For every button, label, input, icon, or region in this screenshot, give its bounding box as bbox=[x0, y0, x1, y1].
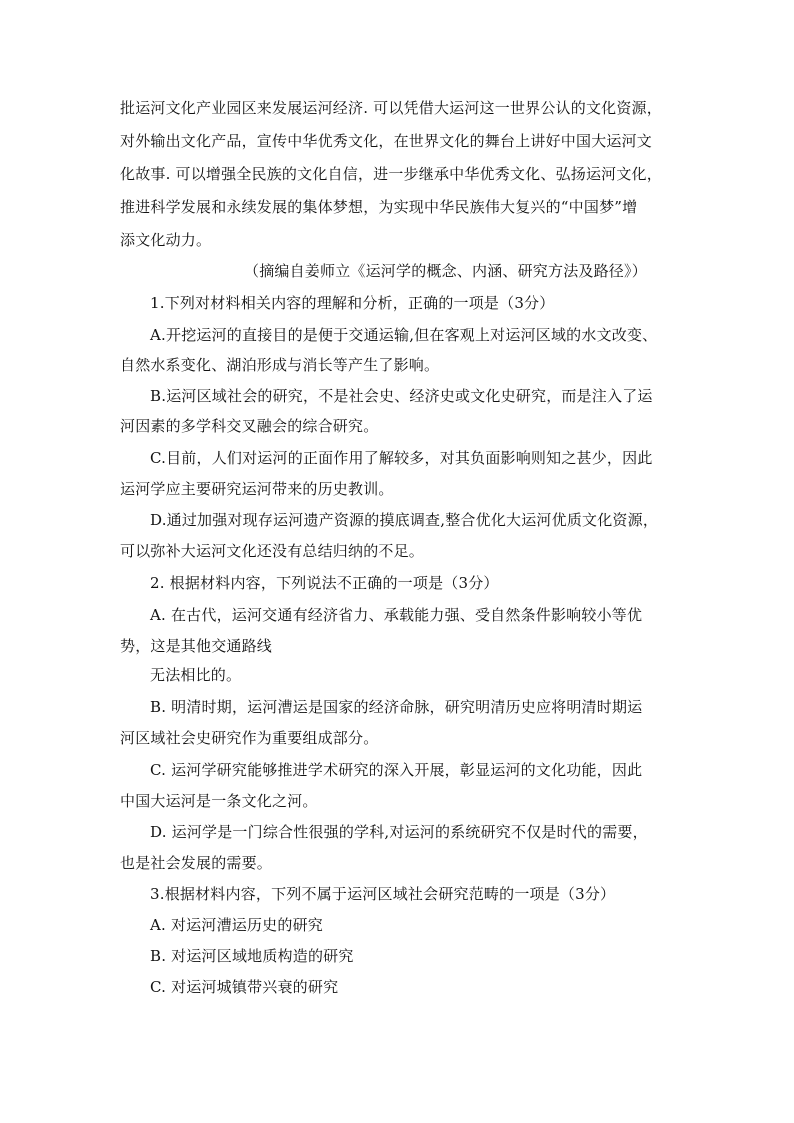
option-line: 无法相比的。 bbox=[150, 666, 242, 684]
option-line: 也是社会发展的需要。 bbox=[120, 854, 273, 872]
option-line: B. 明清时期，运河漕运是国家的经济命脉，研究明清历史应将明清时期运 bbox=[150, 698, 643, 716]
passage-line: 推进科学发展和永续发展的集体梦想，为实现中华民族伟大复兴的“中国梦”增 bbox=[120, 198, 638, 216]
option-line: A. 在古代，运河交通有经济省力、承载能力强、受自然条件影响较小等优 bbox=[150, 606, 643, 624]
option-line: 可以弥补大运河文化还没有总结归纳的不足。 bbox=[120, 542, 425, 560]
option-line: 运河学应主要研究运河带来的历史教训。 bbox=[120, 480, 394, 498]
option-line: C. 对运河城镇带兴衰的研究 bbox=[150, 978, 339, 996]
source-citation: （摘编自姜师立《运河学的概念、内涵、研究方法及路径》） bbox=[244, 262, 647, 280]
question-stem: 1.下列对材料相关内容的理解和分析，正确的一项是（3分） bbox=[150, 294, 555, 312]
option-line: B. 对运河区域地质构造的研究 bbox=[150, 947, 354, 965]
option-line: 河因素的多学科交叉融会的综合研究。 bbox=[120, 417, 379, 435]
question-stem: 3.根据材料内容，下列不属于运河区域社会研究范畴的一项是（3分） bbox=[150, 885, 616, 903]
option-line: 中国大运河是一条文化之河。 bbox=[120, 792, 318, 810]
option-line: A.开挖运河的直接目的是便于交通运输,但在客观上对运河区域的水文改变、 bbox=[150, 326, 658, 344]
option-line: 势，这是其他交通路线 bbox=[120, 637, 273, 655]
passage-line: 批运河文化产业园区来发展运河经济. 可以凭借大运河这一世界公认的文化资源， bbox=[120, 99, 662, 117]
option-line: A. 对运河漕运历史的研究 bbox=[150, 916, 323, 934]
option-line: C.目前，人们对运河的正面作用了解较多，对其负面影响则知之甚少，因此 bbox=[150, 449, 653, 467]
option-line: D.通过加强对现存运河遗产资源的摸底调查,整合优化大运河优质文化资源， bbox=[150, 511, 659, 529]
passage-line: 添文化动力。 bbox=[120, 231, 212, 249]
option-line: D. 运河学是一门综合性很强的学科,对运河的系统研究不仅是时代的需要， bbox=[150, 823, 648, 841]
option-line: 自然水系变化、湖泊形成与消长等产生了影响。 bbox=[120, 356, 440, 374]
passage-line: 对外输出文化产品，宣传中华优秀文化，在世界文化的舞台上讲好中国大运河文 bbox=[120, 132, 653, 150]
option-line: B.运河区域社会的研究，不是社会史、经济史或文化史研究，而是注入了运 bbox=[150, 387, 653, 405]
option-line: C. 运河学研究能够推进学术研究的深入开展，彰显运河的文化功能，因此 bbox=[150, 761, 643, 779]
passage-line: 化故事. 可以增强全民族的文化自信，进一步继承中华优秀文化、弘扬运河文化， bbox=[120, 165, 662, 183]
option-line: 河区域社会史研究作为重要组成部分。 bbox=[120, 729, 379, 747]
question-stem: 2. 根据材料内容，下列说法不正确的一项是（3分） bbox=[150, 574, 499, 592]
